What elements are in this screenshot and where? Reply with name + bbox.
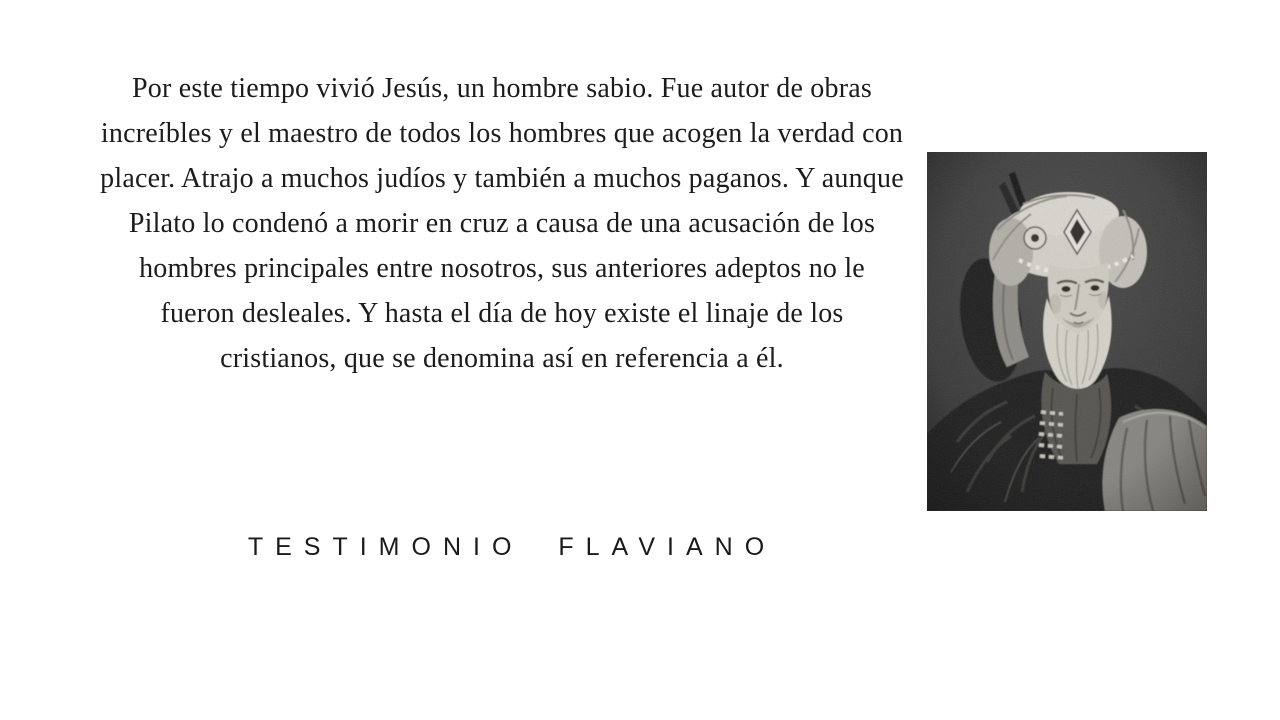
josephus-engraving-portrait-icon — [927, 152, 1207, 511]
quote-text: Por este tiempo vivió Jesús, un hombre sabio. Fue autor de obras increíbles y el maestro de todos los hombres que acogen la verdad con placer. Atrajo a muchos judíos y también a muchos paganos. Y aunque Pilato lo condenó a morir en cruz a causa de una acusación de los hombres principales entre nosotros, sus anteriores adeptos no le fueron desleales. Y hasta el día de hoy existe el linaje de los cristianos, que se denomina así en referencia a él. — [100, 73, 904, 374]
page-title: TESTIMONIO FLAVIANO — [247, 533, 777, 561]
josephus-portrait-image — [927, 152, 1207, 511]
